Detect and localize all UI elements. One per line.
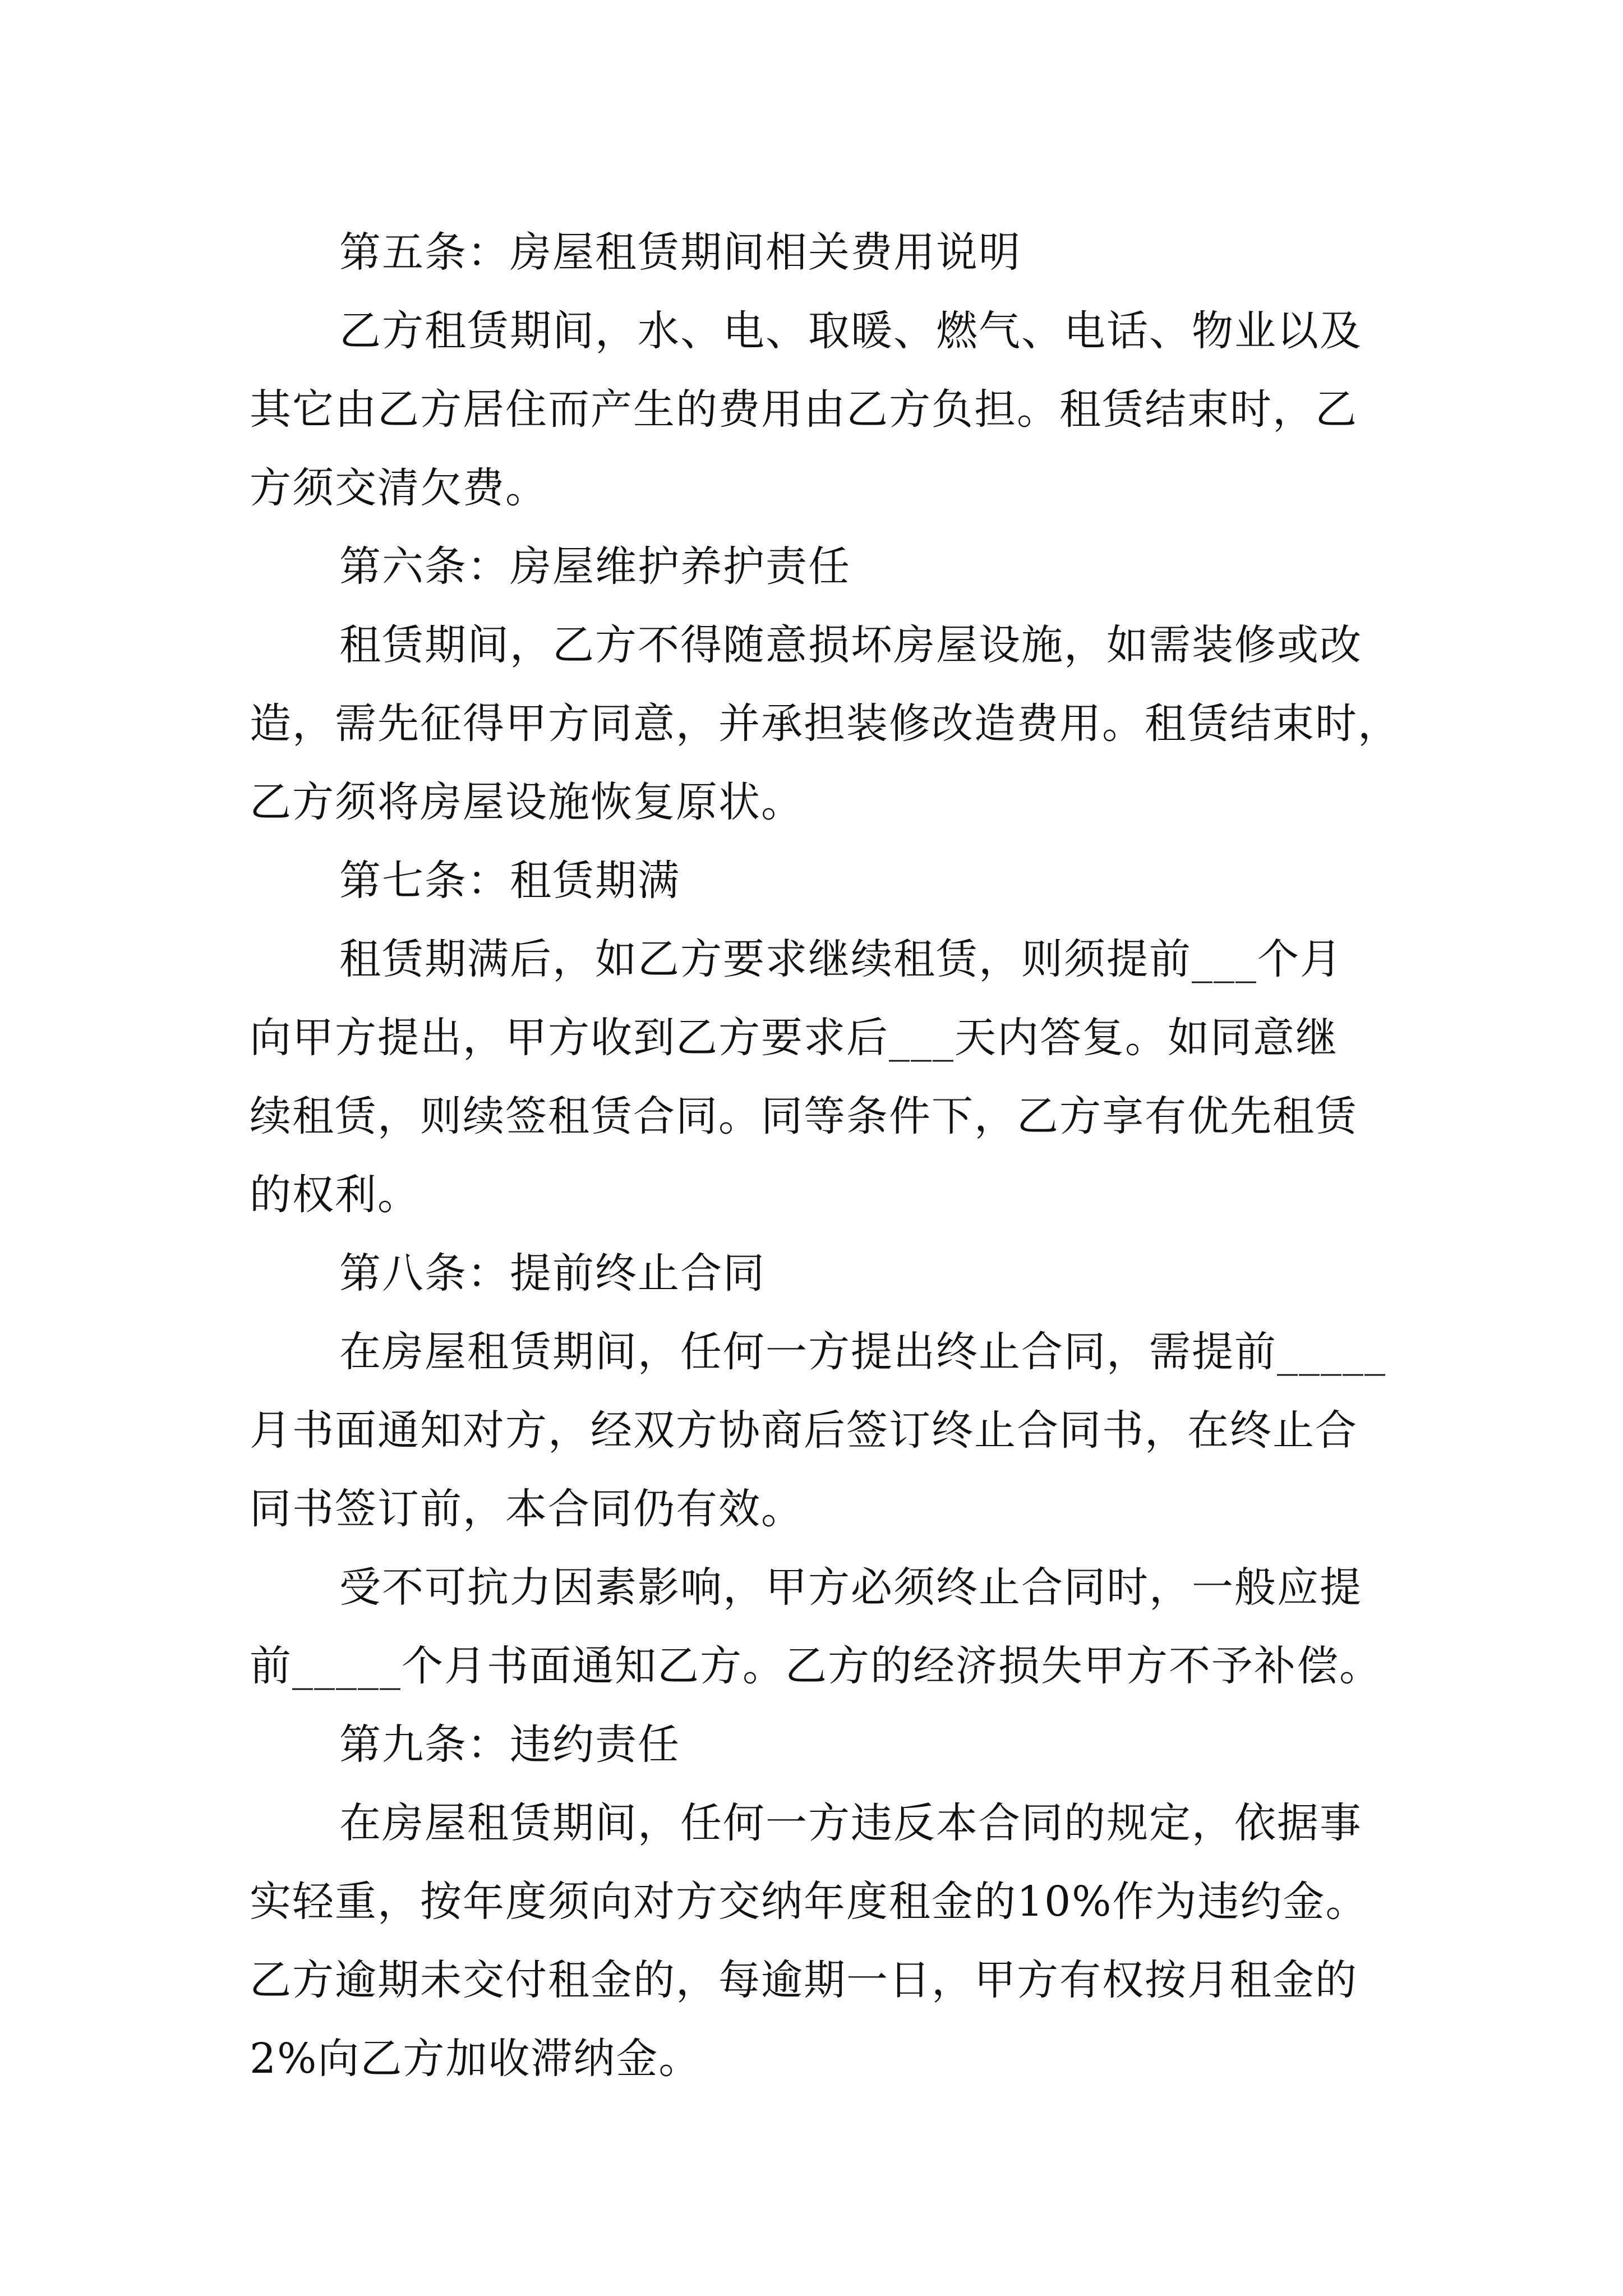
- article-9-text-line-4: 2%向乙方加收滞纳金。: [250, 2035, 702, 2083]
- article-8-text-line-2: 月书面通知对方，经双方协商后签订终止合同书，在终止合: [250, 1406, 1358, 1455]
- article-8-text-line-1: 在房屋租赁期间，任何一方提出终止合同，需提前_____: [339, 1328, 1386, 1376]
- article-9-text-line-1: 在房屋租赁期间，任何一方违反本合同的规定，依据事: [339, 1799, 1362, 1847]
- article-8-text-line-4: 受不可抗力因素影响，甲方必须终止合同时，一般应提: [339, 1563, 1362, 1612]
- article-6-text-line-1: 租赁期间，乙方不得随意损坏房屋设施，如需装修或改: [339, 621, 1362, 669]
- article-6-text-line-2: 造，需先征得甲方同意，并承担装修改造费用。租赁结束时，: [250, 700, 1400, 748]
- article-6-heading: 第六条：房屋维护养护责任: [339, 542, 851, 591]
- article-9-text-line-3: 乙方逾期未交付租金的，每逾期一日，甲方有权按月租金的: [250, 1956, 1358, 2004]
- article-7-text-line-3: 续租赁，则续签租赁合同。同等条件下，乙方享有优先租赁: [250, 1092, 1358, 1140]
- article-8-text-line-3: 同书签订前，本合同仍有效。: [250, 1485, 804, 1533]
- article-7-text-line-1: 租赁期满后，如乙方要求继续租赁，则须提前___个月: [339, 935, 1343, 983]
- document-page: [250, 213, 1400, 2098]
- article-5-text-line-1: 乙方租赁期间，水、电、取暖、燃气、电话、物业以及: [339, 307, 1362, 355]
- article-9-text-line-2: 实轻重，按年度须向对方交纳年度租金的10%作为违约金。: [250, 1878, 1368, 1926]
- article-8-heading: 第八条：提前终止合同: [339, 1249, 766, 1297]
- article-5-text-line-3: 方须交清欠费。: [250, 464, 548, 512]
- article-9-heading: 第九条：违约责任: [339, 1720, 680, 1769]
- article-7-text-line-4: 的权利。: [250, 1171, 420, 1219]
- article-7-text-line-2: 向甲方提出，甲方收到乙方要求后___天内答复。如同意继: [250, 1014, 1338, 1062]
- article-7-heading: 第七条：租赁期满: [339, 857, 680, 905]
- article-5-text-line-2: 其它由乙方居住而产生的费用由乙方负担。租赁结束时，乙: [250, 385, 1358, 434]
- article-6-text-line-3: 乙方须将房屋设施恢复原状。: [250, 778, 804, 826]
- article-8-text-line-5: 前_____个月书面通知乙方。乙方的经济损失甲方不予补偿。: [250, 1642, 1382, 1690]
- article-5-heading: 第五条：房屋租赁期间相关费用说明: [339, 228, 1021, 277]
